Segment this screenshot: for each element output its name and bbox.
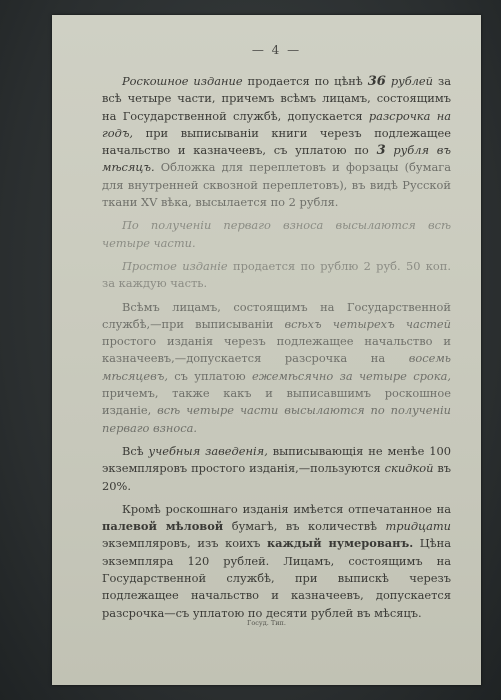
- paragraph-numbered-edition: [102, 501, 451, 622]
- text-segment: тридцати: [385, 519, 451, 534]
- document-page: [52, 15, 481, 685]
- text-segment: ежемѣсячно за четыре срока,: [252, 368, 451, 383]
- text-segment: Кромѣ роскошнаго изданія имѣется отпечатанное на: [122, 501, 451, 516]
- text-segment: съ уплатою: [167, 368, 252, 383]
- text-segment: продается по цѣнѣ: [242, 74, 368, 88]
- text-segment: рубля въ мѣсяцъ.: [102, 143, 452, 175]
- text-segment: Всѣмъ лицамъ, состоящимъ на Государственной службѣ,—при выписываніи: [102, 299, 451, 331]
- text-segment: выписывающія не менѣе 100 экземпляровъ простого изданія,—пользуются: [102, 443, 451, 476]
- text-segment: рублей: [385, 74, 434, 88]
- text-segment: Простое изданіе: [122, 258, 228, 273]
- text-segment: Роскошное издание: [122, 74, 243, 88]
- text-segment: каждый нумерованъ.: [266, 536, 414, 551]
- text-segment: при выписываніи книги черезъ подлежащее начальство и казначеевъ, съ уплатою по: [102, 125, 451, 158]
- paragraph-installment-terms: [102, 299, 451, 437]
- text-segment: причемъ, также какъ и выписавшимъ роскошное изданіе,: [102, 386, 451, 418]
- paragraph-schools-discount: [102, 443, 451, 495]
- text-segment: Обложка для переплетовъ и форзацы (бумага для внутренней сквозной переплетовъ), въ видѣ Русской ткани XV вѣка, высылается по 2 рубля.: [102, 160, 451, 210]
- text-segment: восемь мѣсяцевъ,: [102, 351, 451, 383]
- text-segment: учебныя заведенія,: [148, 443, 268, 458]
- text-segment: Цѣна экземпляра 120 рублей. Лицамъ, состоящимъ на Государственной службѣ, при выпискѣ черезъ подлежащее начальство и казначеевъ, допускается разсрочка—съ уплатою по десяти рублей въ мѣсяцъ.: [102, 536, 451, 620]
- text-segment: продается по рублю 2 руб. 50 коп. за каждую часть.: [102, 258, 452, 291]
- text-segment: палевой мѣловой: [102, 519, 224, 534]
- text-segment: Всѣ: [122, 443, 149, 458]
- text-segment: всѣхъ четырехъ частей: [284, 316, 452, 331]
- text-segment: въ 20%.: [102, 461, 451, 493]
- installment-value: 3: [376, 143, 386, 159]
- text-segment: за всѣ четыре части, причемъ всѣмъ лицамъ, состоящимъ на Государственной службѣ, допускается: [102, 74, 451, 123]
- text-segment: экземпляровъ, изъ коихъ: [102, 536, 267, 551]
- paragraph-simple-edition: [102, 258, 451, 293]
- price-value: 36: [367, 74, 386, 89]
- text-segment: скидкой: [384, 461, 434, 476]
- text-segment: разсрочка на годъ,: [102, 108, 451, 140]
- text-segment: бумагѣ, въ количествѣ: [223, 519, 386, 534]
- text-segment: простого изданія черезъ подлежащее начальство и казначеевъ,—допускается разсрочка на: [102, 334, 451, 366]
- page-number: — 4 —: [251, 43, 302, 57]
- printer-imprint: Госуд. Тип.: [247, 619, 286, 627]
- paragraph-first-payment: По полученіи перваго взноса высылаются всѣ четыре части.: [102, 218, 451, 250]
- paragraph-luxury-edition: [102, 73, 451, 211]
- text-segment: всѣ четыре части высылаются по полученіи перваго взноса.: [102, 403, 451, 435]
